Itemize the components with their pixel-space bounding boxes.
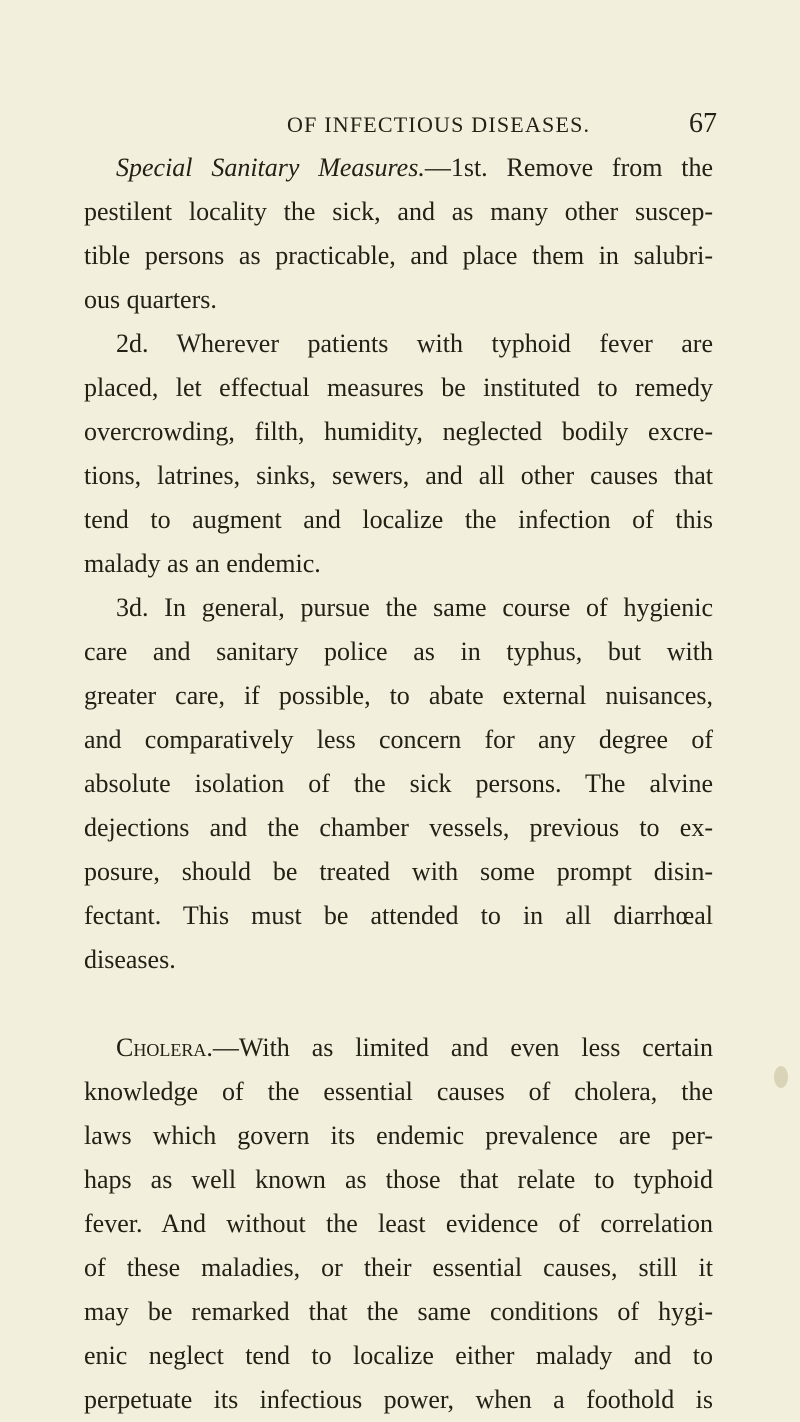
paragraph-3-line: and comparatively less concern for any degree of — [84, 725, 713, 754]
paragraph-3-line: greater care, if possible, to abate external nuisances, — [84, 681, 713, 710]
paragraph-1-line-1-text: —1st. Remove from the — [424, 153, 713, 182]
paragraph-3-line: absolute isolation of the sick persons. The alvine — [84, 769, 713, 798]
paragraph-4-line: of these maladies, or their essential causes, still it — [84, 1253, 713, 1282]
paragraph-4-line-1-text: —With as limited and even less certain — [212, 1033, 713, 1062]
paragraph-1-line: tible persons as practicable, and place them in salubri- — [84, 241, 713, 270]
paragraph-4-line: haps as well known as those that relate to typhoid — [84, 1165, 713, 1194]
paragraph-3-line: dejections and the chamber vessels, previous to ex- — [84, 813, 713, 842]
paragraph-3-line: diseases. — [84, 945, 176, 974]
section-heading-cholera: Cholera. — [116, 1033, 213, 1062]
paragraph-1-line-1 — [84, 146, 713, 190]
paper-blemish — [774, 1066, 788, 1088]
paragraph-4-line: may be remarked that the same conditions of hygi- — [84, 1297, 713, 1326]
running-title: OF INFECTIOUS DISEASES. — [287, 112, 591, 137]
running-head — [0, 104, 800, 144]
paragraph-1-line: pestilent locality the sick, and as many other suscep- — [84, 197, 713, 226]
body-text — [84, 146, 713, 1422]
paragraph-4-line: perpetuate its infectious power, when a foothold is — [84, 1385, 713, 1414]
section-break — [84, 982, 713, 1026]
paragraph-2-line: tions, latrines, sinks, sewers, and all other causes that — [84, 461, 713, 490]
paragraph-4-line: knowledge of the essential causes of cholera, the — [84, 1077, 713, 1106]
paragraph-4-line-1 — [84, 1026, 713, 1070]
paragraph-2-line: overcrowding, filth, humidity, neglected bodily excre- — [84, 417, 713, 446]
paragraph-3-line: posure, should be treated with some prompt disin- — [84, 857, 713, 886]
paragraph-2-line: 2d. Wherever patients with typhoid fever are — [116, 329, 713, 358]
paragraph-2-line: placed, let effectual measures be instituted to remedy — [84, 373, 713, 402]
paragraph-4-line: enic neglect tend to localize either malady and to — [84, 1341, 713, 1370]
paragraph-2-line: malady as an endemic. — [84, 549, 321, 578]
paragraph-3-line: fectant. This must be attended to in all diarrhœal — [84, 901, 713, 930]
paragraph-3-line: 3d. In general, pursue the same course of hygienic — [116, 593, 713, 622]
page-number: 67 — [689, 108, 717, 139]
paragraph-4-line: fever. And without the least evidence of correlation — [84, 1209, 713, 1238]
paragraph-3-line: care and sanitary police as in typhus, but with — [84, 637, 713, 666]
paragraph-2-line: tend to augment and localize the infection of this — [84, 505, 713, 534]
paragraph-4-line: laws which govern its endemic prevalence are per- — [84, 1121, 713, 1150]
section-heading-special-sanitary-measures: Special Sanitary Measures. — [116, 153, 425, 182]
paragraph-1-line: ous quarters. — [84, 285, 217, 314]
